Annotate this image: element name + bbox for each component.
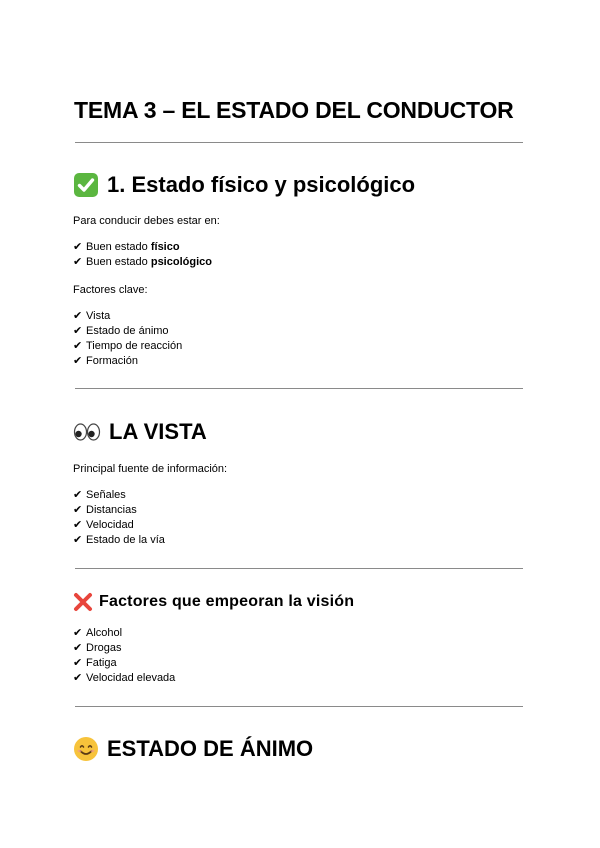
factors-label: Factores clave: [73, 284, 148, 296]
list-item: ✔ Velocidad [73, 519, 134, 531]
factors-list [73, 309, 182, 369]
requirements-list [73, 240, 212, 270]
check-mark-button-icon [73, 172, 99, 198]
list-item: ✔ Vista [73, 310, 111, 322]
eyes-icon [73, 419, 101, 445]
intro-text: Para conducir debes estar en: [73, 215, 220, 227]
check-icon: ✔ [73, 519, 83, 531]
list-item: ✔ Distancias [73, 504, 137, 516]
list-item: ✔ Estado de la vía [73, 534, 165, 546]
check-icon: ✔ [73, 256, 83, 268]
smiling-face-icon [73, 736, 99, 762]
check-icon: ✔ [73, 657, 83, 669]
intro-text: Principal fuente de información: [73, 463, 228, 475]
section-heading-estado-animo [73, 736, 313, 762]
section-heading-text: 1. Estado físico y psicológico [107, 172, 416, 197]
check-icon: ✔ [73, 325, 83, 337]
section-heading-text: LA VISTA [109, 419, 207, 444]
section-heading-factores-vision [73, 592, 354, 612]
list-item: ✔ Señales [73, 489, 126, 501]
check-icon: ✔ [73, 627, 83, 639]
cross-mark-icon [73, 592, 93, 612]
check-icon: ✔ [73, 241, 83, 253]
check-icon: ✔ [73, 489, 83, 501]
vista-list [73, 488, 165, 548]
vision-factors-list [73, 626, 175, 686]
divider [75, 568, 523, 569]
check-icon: ✔ [73, 642, 83, 654]
list-item: ✔ Tiempo de reacción [73, 340, 183, 352]
check-icon: ✔ [73, 534, 83, 546]
check-icon: ✔ [73, 340, 83, 352]
page-title: TEMA 3 – EL ESTADO DEL CONDUCTOR [74, 97, 514, 123]
check-icon: ✔ [73, 672, 83, 684]
divider [75, 142, 523, 143]
list-item: ✔ Estado de ánimo [73, 325, 169, 337]
check-icon: ✔ [73, 355, 83, 367]
list-item: ✔ Fatiga [73, 657, 117, 669]
list-item: ✔ Drogas [73, 642, 122, 654]
list-item: ✔ Buen estado físico [73, 241, 180, 253]
check-icon: ✔ [73, 504, 83, 516]
list-item: ✔ Formación [73, 355, 138, 367]
divider [75, 388, 523, 389]
list-item: ✔ Alcohol [73, 627, 123, 639]
check-icon: ✔ [73, 310, 83, 322]
section-heading-estado-fisico [73, 172, 415, 198]
divider [75, 706, 523, 707]
list-item: ✔ Velocidad elevada [73, 672, 176, 684]
section-heading-text: Factores que empeoran la visión [99, 593, 355, 610]
section-heading-text: ESTADO DE ÁNIMO [107, 736, 314, 761]
list-item: ✔ Buen estado psicológico [73, 256, 212, 268]
section-heading-la-vista [73, 419, 207, 445]
